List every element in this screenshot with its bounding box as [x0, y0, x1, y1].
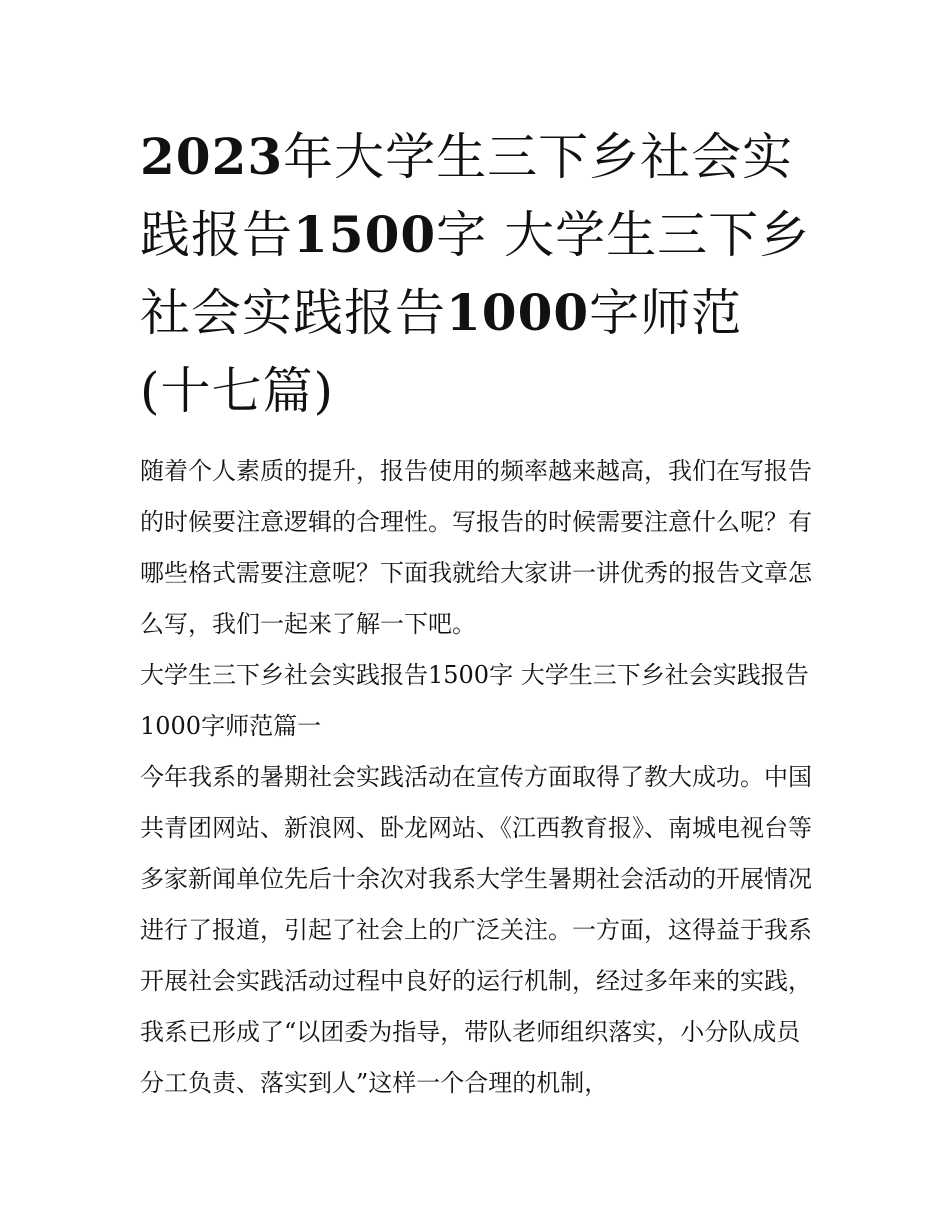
body-paragraph: 今年我系的暑期社会实践活动在宣传方面取得了教大成功。中国共青团网站、新浪网、卧龙网站、《江西教育报》、南城电视台等多家新闻单位先后十余次对我系大学生暑期社会活动的开展情况进行了报道，引起了社会上的广泛关注。一方面，这得益于我系开展社会实践活动过程中良好的运行机制，经过多年来的实践，我系已形成了“以团委为指导，带队老师组织落实，小分队成员分工负责、落实到人”这样一个合理的机制，: [140, 763, 812, 1097]
section-heading: 大学生三下乡社会实践报告1500字 大学生三下乡社会实践报告1000字师范篇一: [140, 661, 809, 740]
title-number-1000: 1000: [446, 283, 590, 342]
title-text-2: 字 大学生三下乡社会实践报告: [140, 206, 811, 342]
document-content: [140, 118, 812, 1109]
title-text-3: 字师范(十七篇): [140, 284, 743, 420]
document-title: [140, 118, 812, 430]
title-number-1500: 1500: [293, 205, 437, 264]
title-text-1: 年大学生三下乡社会实践报告: [140, 128, 794, 264]
title-year: 2023: [140, 127, 284, 186]
intro-paragraph: 随着个人素质的提升，报告使用的频率越来越高，我们在写报告的时候要注意逻辑的合理性。写报告的时候需要注意什么呢？有哪些格式需要注意呢？下面我就给大家讲一讲优秀的报告文章怎么写，我们一起来了解一下吧。: [140, 457, 812, 638]
